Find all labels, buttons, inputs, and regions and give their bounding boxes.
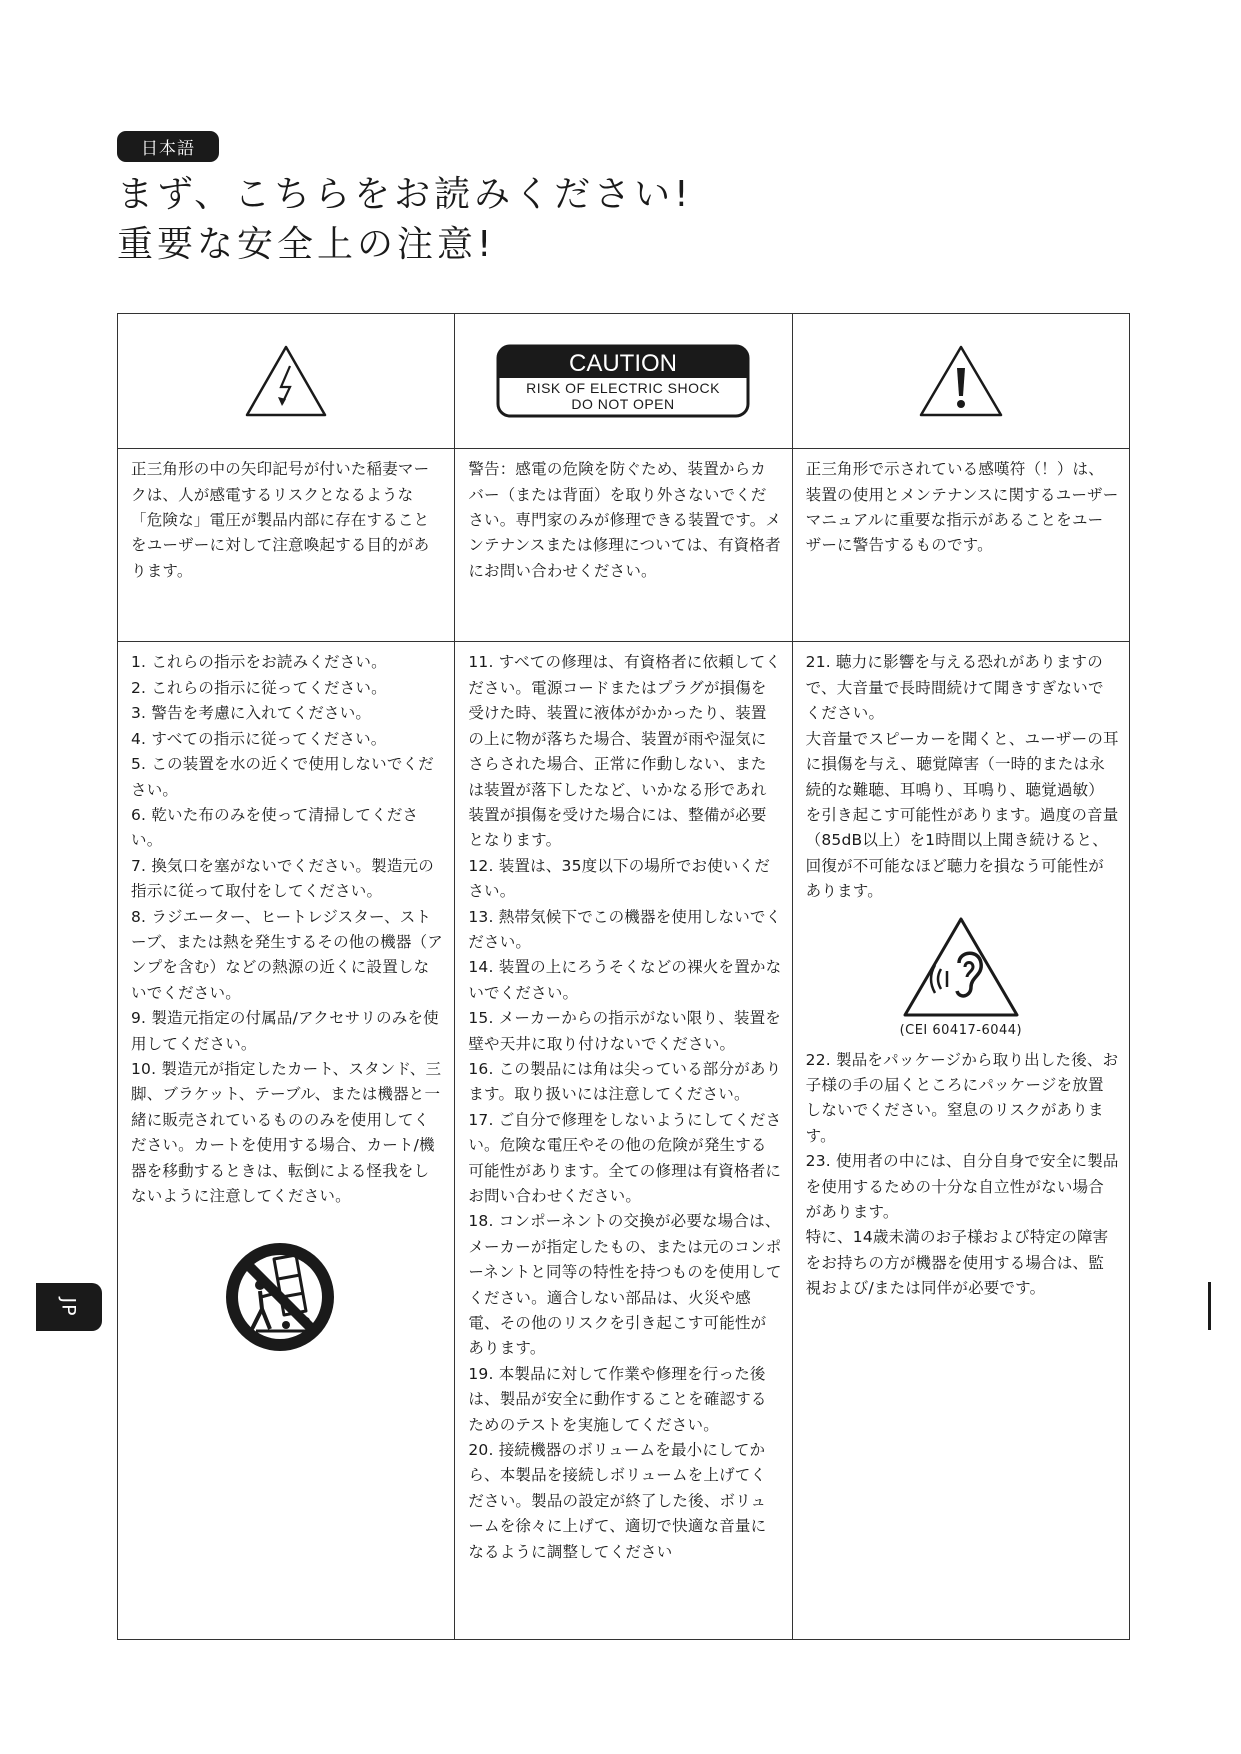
lightning-description: 正三角形の中の矢印記号が付いた稲妻マークは、人が感電するリスクとなるような「危険な」電圧が製品内部に存在することをユーザーに対して注意喚起する目的があります。 (131, 460, 430, 580)
hearing-warning-symbol (793, 915, 1129, 1038)
instruction-item: 20. 接続機器のボリュームを最小にしてから、本製品を接続しボリュームを上げてください。製品の設定が終了した後、ボリュームを徐々に上げて、適切で快適な音量になるように調整してください (468, 1441, 767, 1561)
instruction-item: 5. この装置を水の近くで使用しないでください。 (131, 755, 434, 799)
instruction-item: 8. ラジエーター、ヒートレジスター、ストーブ、または熱を発生するその他の機器（アンプを含む）などの熱源の近くに設置しないでください。 (131, 907, 443, 1002)
instruction-item: 18. コンポーネントの交換が必要な場合は、メーカーが指定したもの、または元のコンポーネントと同等の特性を持つものを使用してください。適合しない部品は、火災や感電、その他のリスクを引き起こす可能性があります。 (468, 1212, 782, 1358)
caution-line-2: DO NOT OPEN (571, 396, 676, 412)
lightning-symbol-cell (118, 314, 455, 449)
caution-description-cell (455, 449, 792, 642)
instruction-item: 特に、14歳未満のお子様および特定の障害をお持ちの方が機器を使用する場合は、監視および/または同伴が必要です。 (805, 1228, 1109, 1298)
instructions-column-1 (118, 642, 455, 1640)
lightning-description-cell (118, 449, 455, 642)
symbol-description-row (118, 449, 1130, 642)
exclamation-description: 正三角形で示されている感嘆符（！）は、装置の使用とメンテナンスに関するユーザー マニュアルに重要な指示があることをユーザーに警告するものです。 (805, 460, 1119, 555)
instructions-column-3 (792, 642, 1129, 1640)
title-line-2: 重要な安全上の注意! (117, 224, 496, 265)
instruction-item: 11. すべての修理は、有資格者に依頼してください。電源コードまたはプラグが損傷を受けた時、装置に液体がかかったり、装置の上に物が落ちた場合、装置が雨や湿気にさらされた場合、正常に作動しない、または装置が落下したなど、いかなる形であれ装置が損傷を受けた場合には、整備が必要となります。 (468, 653, 781, 850)
side-tab-label: JP (58, 1297, 80, 1317)
safety-table (117, 313, 1130, 1640)
instruction-item: 15. メーカーからの指示がない限り、装置を壁や天井に取り付けないでください。 (468, 1009, 781, 1053)
instruction-item: 14. 装置の上にろうそくなどの裸火を置かないでください。 (468, 958, 782, 1002)
instruction-item: 4. すべての指示に従ってください。 (131, 729, 387, 748)
instruction-item: 19. 本製品に対して作業や修理を行った後は、製品が安全に動作することを確認するためのテストを実施してください。 (468, 1364, 767, 1434)
language-badge: 日本語 (117, 131, 219, 162)
page-edge-mark (1208, 1282, 1211, 1330)
instruction-item: 6. 乾いた布のみを使って清掃してください。 (131, 805, 419, 850)
instruction-item: 7. 換気口を塞がないでください。製造元の指示に従って取付をしてください。 (131, 856, 434, 901)
exclamation-description-cell (792, 449, 1129, 642)
instruction-item: 1. これらの指示をお読みください。 (131, 653, 387, 672)
instruction-item: 3. 警告を考慮に入れてください。 (131, 704, 372, 723)
cart-tip-over-warning-icon (222, 1239, 338, 1355)
instruction-item: 10. 製造元が指定したカート、スタンド、三脚、ブラケット、テーブル、または機器と一緒に販売されているもののみを使用してください。カートを使用する場合、カート/機器を移動するときは、転倒による怪我をしないように注意してください。 (131, 1059, 442, 1206)
instruction-item: 大音量でスピーカーを聞くと、ユーザーの耳に損傷を与え、聴覚障害（一時的または永続的な難聴、耳鳴り、耳鳴り、聴覚過敏）を引き起こす可能性があります。過度の音量（85dB以上）を1時間以上聞き続けると、回復が不可能なほど聴力を損なう可能性があります。 (805, 729, 1119, 901)
caution-label-cell (455, 314, 792, 449)
lightning-warning-icon (244, 344, 328, 418)
caution-label-icon (496, 344, 750, 418)
instruction-item: 17. ご自分で修理をしないようにしてください。危険な電圧やその他の危険が発生する可能性があります。全ての修理は有資格者にお問い合わせください。 (468, 1110, 782, 1206)
caution-title: CAUTION (569, 350, 678, 377)
instruction-item: 23. 使用者の中には、自分自身で安全に製品を使用するための十分な自立性がない場合があります。 (805, 1152, 1119, 1221)
instruction-item: 16. この製品には角は尖っている部分があります。取り扱いには注意してください。 (468, 1059, 782, 1104)
instruction-item: 13. 熱帯気候下でこの機器を使用しないでください。 (468, 907, 782, 951)
symbol-row (118, 314, 1130, 449)
title-line-1: まず、こちらをお読みください! (117, 174, 693, 215)
instruction-item: 12. 装置は、35度以下の場所でお使いください。 (468, 856, 771, 901)
instruction-item: 2. これらの指示に従ってください。 (131, 678, 387, 697)
ear-symbol-code: (CEI 60417-6044) (899, 1022, 1023, 1038)
hearing-damage-warning-icon (901, 915, 1021, 1019)
instruction-item: 22. 製品をパッケージから取り出した後、お子様の手の届くところにパッケージを放置しないでください。窒息のリスクがあります。 (805, 1050, 1119, 1145)
instructions-column-2 (455, 642, 792, 1640)
instructions-row (118, 642, 1130, 1640)
page-title (117, 170, 693, 270)
exclamation-symbol-cell (792, 314, 1129, 449)
instruction-item: 9. 製造元指定の付属品/アクセサリのみを使用してください。 (131, 1009, 439, 1053)
instruction-item: 21. 聴力に影響を与える恐れがありますので、大音量で長時間続けて聞きすぎないでください。 (805, 653, 1104, 723)
exclamation-warning-icon (918, 344, 1004, 418)
caution-line-1: RISK OF ELECTRIC SHOCK (526, 380, 721, 396)
side-tab-jp (36, 1283, 102, 1331)
caution-description: 警告：感電の危険を防ぐため、装置からカバー（または背面）を取り外さないでください。専門家のみが修理できる装置です。メンテナンスまたは修理については、有資格者にお問い合わせください。 (468, 460, 782, 580)
